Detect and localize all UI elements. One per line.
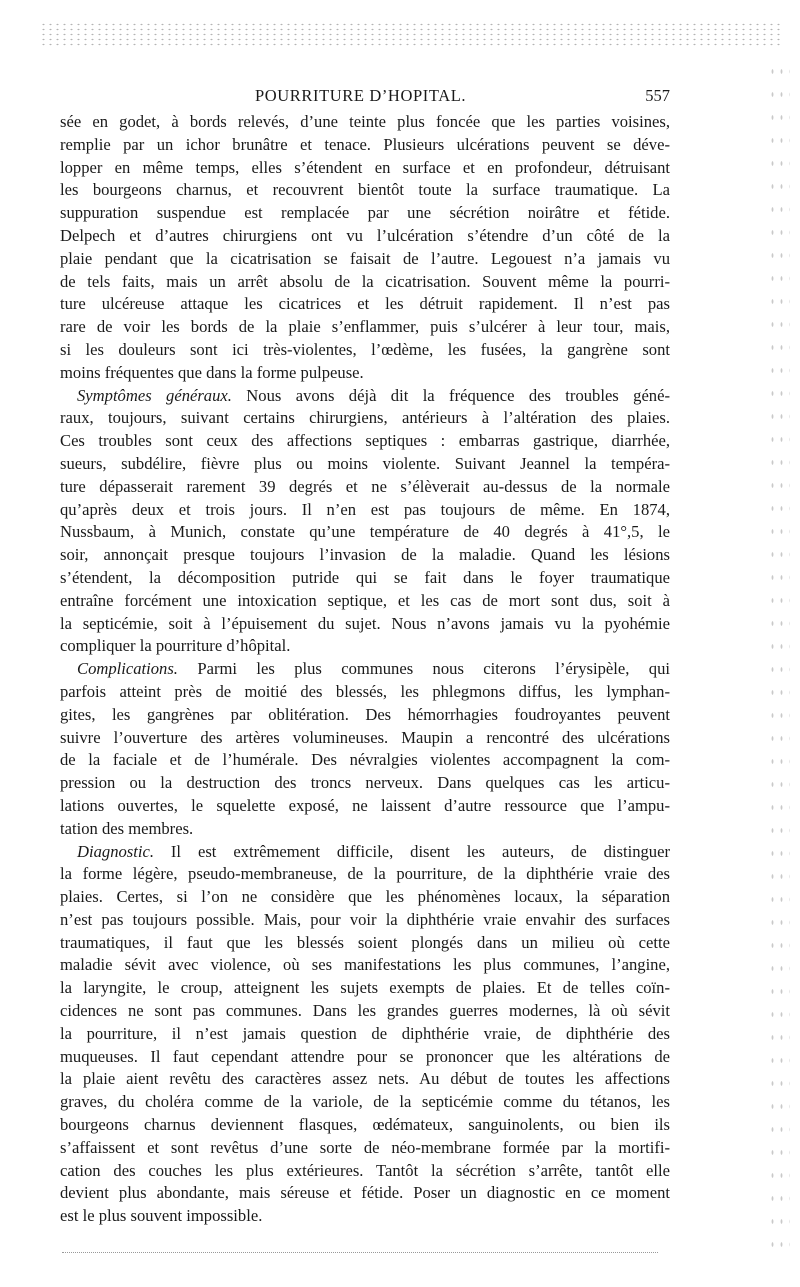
text-line: muqueuses. Il faut cependant attendre pour se prononcer que les altérations de bbox=[60, 1046, 670, 1066]
text-line: sée en godet, à bords relevés, d’une teinte plus foncée que les parties voisines, bbox=[60, 112, 670, 131]
text-line: remplie par un ichor brunâtre et tenace. Plusieurs ulcérations peuvent se déve- bbox=[60, 134, 670, 154]
text-line: est le plus souvent impossible. bbox=[60, 1206, 263, 1226]
scan-noise-bottom bbox=[62, 1252, 658, 1255]
text-line bbox=[60, 385, 670, 408]
text-line: soir, annonçait presque toujours l’invasion de la maladie. Quand les lésions bbox=[60, 545, 670, 565]
text-line: ture dépasserait rarement 39 degrés et ne s’élèverait au-dessus de la normale bbox=[60, 476, 670, 496]
text-line bbox=[60, 841, 670, 864]
paragraph bbox=[60, 111, 670, 385]
text-line: pression ou la destruction des troncs nerveux. Dans quelques cas les articu- bbox=[60, 773, 670, 793]
text-line: s’affaissent et sont revêtus d’une sorte de néo-membrane formée par la mortifi- bbox=[60, 1137, 670, 1157]
text-line: suivre l’ouverture des artères volumineuses. Maupin a rencontré des ulcérations bbox=[60, 727, 670, 747]
body-text bbox=[60, 111, 670, 1228]
page-number: 557 bbox=[645, 86, 670, 105]
line-text: Parmi les plus communes nous citerons l’érysipèle, qui bbox=[177, 659, 670, 679]
text-line: moins fréquentes que dans la forme pulpeuse. bbox=[60, 362, 364, 382]
text-line: la septicémie, soit à l’épuisement du sujet. Nous n’avons jamais vu la pyohémie bbox=[60, 613, 670, 633]
text-line: graves, du choléra comme de la variole, de la septicémie comme du tétanos, les bbox=[60, 1092, 670, 1112]
text-line: lations ouvertes, le squelette exposé, ne laissent d’autre ressource que l’ampu- bbox=[60, 795, 670, 815]
text-line: maladie sévit avec violence, où ses manifestations les plus communes, l’angine, bbox=[60, 955, 670, 975]
text-line: entraîne forcément une intoxication septique, et les cas de mort sont dus, soit à bbox=[60, 590, 670, 610]
text-line: compliquer la pourriture d’hôpital. bbox=[60, 636, 291, 656]
text-line: qu’après deux et trois jours. Il n’en est pas toujours de même. En 1874, bbox=[60, 499, 670, 519]
text-line: les bourgeons charnus, et recouvrent bientôt toute la surface traumatique. La bbox=[60, 180, 670, 200]
text-line bbox=[60, 658, 670, 681]
text-line: la laryngite, le croup, atteignent les sujets exempts de plaies. Et de telles coïn- bbox=[60, 978, 670, 998]
scan-noise-top bbox=[40, 22, 780, 48]
text-line: Ces troubles sont ceux des affections septiques : embarras gastrique, diarrhée, bbox=[60, 431, 670, 451]
text-line: n’est pas toujours possible. Mais, pour voir la diphthérie vraie envahir des surfaces bbox=[60, 909, 670, 929]
text-line: Delpech et d’autres chirurgiens ont vu l’ulcération s’étendre d’un côté de la bbox=[60, 225, 670, 245]
text-line: cidences ne sont pas communes. Dans les grandes guerres modernes, là où sévit bbox=[60, 1001, 670, 1021]
section-heading: Diagnostic. bbox=[77, 841, 154, 861]
paragraph bbox=[60, 841, 670, 1229]
text-line: suppuration suspendue est remplacée par une sécrétion noirâtre et fétide. bbox=[60, 203, 670, 223]
running-title: POURRITURE D’HOPITAL. bbox=[255, 86, 467, 105]
text-line: raux, toujours, suivant certains chirurgiens, antérieurs à l’altération des plaies. bbox=[60, 408, 670, 428]
text-line: sueurs, subdélire, fièvre plus ou moins violente. Suivant Jeannel la tempéra- bbox=[60, 453, 670, 473]
text-line: si les douleurs sont ici très-violentes, l’œdème, les fusées, la gangrène sont bbox=[60, 339, 670, 359]
text-line: la pourriture, il n’est jamais question de diphthérie vraie, de diphthérie des bbox=[60, 1023, 670, 1043]
text-line: parfois atteint près de moitié des blessés, les phlegmons diffus, les lymphan- bbox=[60, 681, 670, 701]
text-line: la forme légère, pseudo-membraneuse, de la pourriture, de la diphthérie vraie des bbox=[60, 864, 670, 884]
running-header bbox=[60, 86, 670, 110]
text-line: Nussbaum, à Munich, constate qu’une température de 40 degrés à 41°,5, le bbox=[60, 522, 670, 542]
text-line: gites, les gangrènes par oblitération. Des hémorrhagies foudroyantes peuvent bbox=[60, 704, 670, 724]
text-line: de la faciale et de l’humérale. Des névralgies violentes accompagnent la com- bbox=[60, 750, 670, 770]
text-line: bourgeons charnus deviennent flasques, œdémateux, sanguinolents, ou bien ils bbox=[60, 1115, 670, 1135]
text-line: tation des membres. bbox=[60, 818, 194, 838]
line-text: Il est extrêmement difficile, disent les auteurs, de distinguer bbox=[153, 841, 670, 861]
text-line: rare de voir les bords de la plaie s’enflammer, puis s’ulcérer à leur tour, mais, bbox=[60, 317, 670, 337]
text-line: plaies. Certes, si l’on ne considère que les phénomènes locaux, la séparation bbox=[60, 887, 670, 907]
text-line: lopper en même temps, elles s’étendent en surface et en profondeur, détruisant bbox=[60, 157, 670, 177]
paragraph bbox=[60, 658, 670, 840]
scan-noise-right-margin bbox=[768, 60, 790, 1260]
section-heading: Symptômes généraux. bbox=[77, 385, 232, 405]
paragraph bbox=[60, 385, 670, 659]
text-line: plaie pendant que la cicatrisation se faisait de l’autre. Legouest n’a jamais vu bbox=[60, 248, 670, 268]
text-line: devient plus abondante, mais séreuse et fétide. Poser un diagnostic en ce moment bbox=[60, 1183, 670, 1203]
line-text: Nous avons déjà dit la fréquence des troubles géné- bbox=[231, 385, 670, 405]
text-line: s’étendent, la décomposition putride qui se fait dans le foyer traumatique bbox=[60, 567, 670, 587]
text-line: cation des couches les plus extérieures. Tantôt la sécrétion s’arrête, tantôt elle bbox=[60, 1160, 670, 1180]
text-line: de tels faits, mais un arrêt absolu de la cicatrisation. Souvent même la pourri- bbox=[60, 271, 670, 291]
section-heading: Complications. bbox=[77, 659, 178, 679]
text-line: traumatiques, il faut que les blessés soient plongés dans un milieu où cette bbox=[60, 932, 670, 952]
text-line: ture ulcéreuse attaque les cicatrices et les détruit rapidement. Il n’est pas bbox=[60, 294, 670, 314]
text-line: la plaie aient revêtu des caractères assez nets. Au début de toutes les affections bbox=[60, 1069, 670, 1089]
